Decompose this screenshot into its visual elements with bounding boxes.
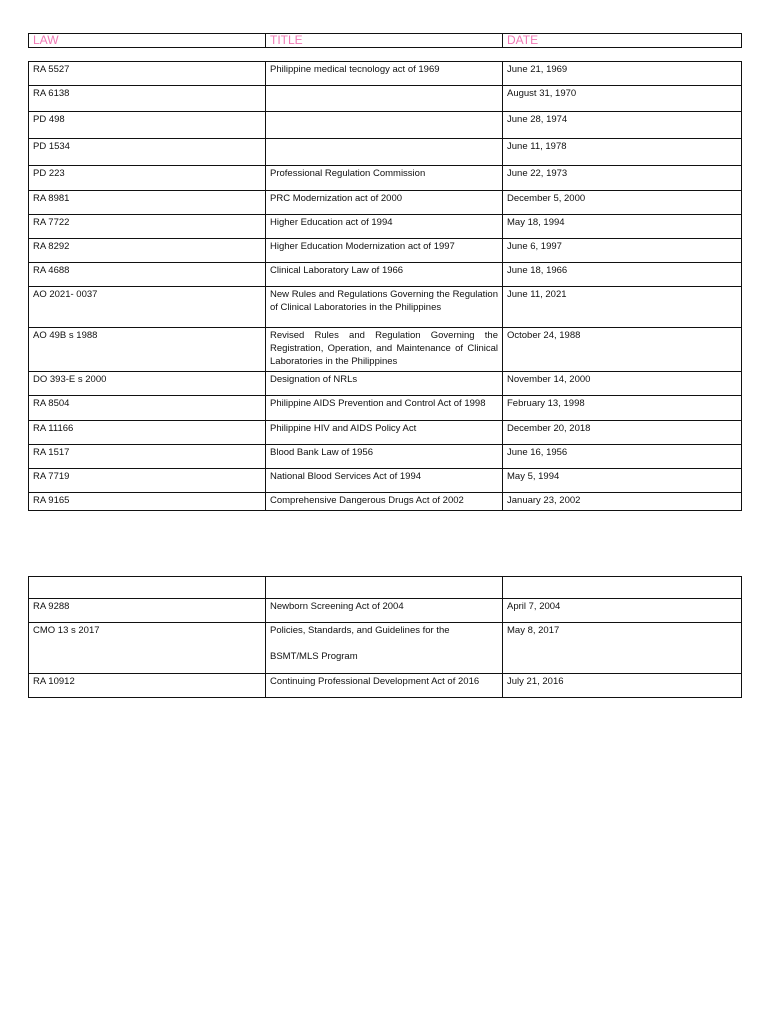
title-cell: Professional Regulation Commission [266, 166, 503, 191]
title-cell: National Blood Services Act of 1994 [266, 469, 503, 493]
laws-table [28, 61, 742, 511]
law-cell: RA 5527 [29, 62, 266, 86]
law-cell: RA 9165 [29, 493, 266, 511]
title-cell: Newborn Screening Act of 2004 [266, 599, 503, 623]
table-row [29, 623, 742, 674]
law-cell: RA 9288 [29, 599, 266, 623]
date-cell: June 11, 1978 [503, 139, 742, 166]
law-cell: CMO 13 s 2017 [29, 623, 266, 674]
title-cell: New Rules and Regulations Governing the Regulation of Clinical Laboratories in the Philippines [266, 287, 503, 328]
table-row [29, 421, 742, 445]
law-cell: PD 223 [29, 166, 266, 191]
table-row [29, 86, 742, 112]
date-cell [503, 577, 742, 599]
header-law: LAW [29, 34, 266, 48]
table-row [29, 62, 742, 86]
date-cell: June 16, 1956 [503, 445, 742, 469]
date-cell: January 23, 2002 [503, 493, 742, 511]
table-row [29, 372, 742, 396]
date-cell: December 20, 2018 [503, 421, 742, 445]
table-row [29, 577, 742, 599]
table-row [29, 287, 742, 328]
date-cell: November 14, 2000 [503, 372, 742, 396]
table-row [29, 191, 742, 215]
title-cell [266, 139, 503, 166]
law-cell: RA 10912 [29, 674, 266, 698]
date-cell: December 5, 2000 [503, 191, 742, 215]
law-cell: RA 7722 [29, 215, 266, 239]
header-row [29, 34, 742, 48]
title-line-2: BSMT/MLS Program [270, 651, 358, 662]
header-title: TITLE [266, 34, 503, 48]
table-row [29, 215, 742, 239]
table-row [29, 239, 742, 263]
law-cell: RA 8292 [29, 239, 266, 263]
law-cell: RA 1517 [29, 445, 266, 469]
law-cell [29, 577, 266, 599]
title-cell: Higher Education act of 1994 [266, 215, 503, 239]
law-cell: RA 8981 [29, 191, 266, 215]
laws-table-2 [28, 576, 742, 698]
title-cell [266, 86, 503, 112]
title-cell [266, 577, 503, 599]
title-cell: Higher Education Modernization act of 1997 [266, 239, 503, 263]
title-cell: Revised Rules and Regulation Governing the Registration, Operation, and Maintenance of Clinical Laboratories in the Philippines [266, 328, 503, 372]
title-cell: Philippine AIDS Prevention and Control Act of 1998 [266, 396, 503, 421]
date-cell: May 18, 1994 [503, 215, 742, 239]
law-cell: AO 49B s 1988 [29, 328, 266, 372]
law-cell: PD 1534 [29, 139, 266, 166]
table-row [29, 396, 742, 421]
date-cell: August 31, 1970 [503, 86, 742, 112]
table-row [29, 599, 742, 623]
table-row [29, 112, 742, 139]
header-table [28, 33, 742, 48]
table-row [29, 166, 742, 191]
law-cell: AO 2021- 0037 [29, 287, 266, 328]
date-cell: May 8, 2017 [503, 623, 742, 674]
date-cell: February 13, 1998 [503, 396, 742, 421]
title-cell: Clinical Laboratory Law of 1966 [266, 263, 503, 287]
title-cell: Philippine medical tecnology act of 1969 [266, 62, 503, 86]
date-cell: June 28, 1974 [503, 112, 742, 139]
law-cell: RA 6138 [29, 86, 266, 112]
title-cell: Blood Bank Law of 1956 [266, 445, 503, 469]
law-cell: RA 7719 [29, 469, 266, 493]
header-date: DATE [503, 34, 742, 48]
title-cell: Continuing Professional Development Act of 2016 [266, 674, 503, 698]
title-cell: Philippine HIV and AIDS Policy Act [266, 421, 503, 445]
date-cell: June 11, 2021 [503, 287, 742, 328]
law-cell: DO 393-E s 2000 [29, 372, 266, 396]
title-cell [266, 623, 503, 674]
law-cell: RA 8504 [29, 396, 266, 421]
table-row [29, 493, 742, 511]
law-cell: PD 498 [29, 112, 266, 139]
table-row [29, 469, 742, 493]
table-row [29, 328, 742, 372]
date-cell: April 7, 2004 [503, 599, 742, 623]
date-cell: July 21, 2016 [503, 674, 742, 698]
law-cell: RA 4688 [29, 263, 266, 287]
title-line-1: Policies, Standards, and Guidelines for the [270, 625, 450, 636]
title-cell [266, 112, 503, 139]
date-cell: June 6, 1997 [503, 239, 742, 263]
table-row [29, 674, 742, 698]
title-cell: PRC Modernization act of 2000 [266, 191, 503, 215]
law-cell: RA 11166 [29, 421, 266, 445]
title-cell: Designation of NRLs [266, 372, 503, 396]
date-cell: October 24, 1988 [503, 328, 742, 372]
table-row [29, 139, 742, 166]
date-cell: June 18, 1966 [503, 263, 742, 287]
table-row [29, 263, 742, 287]
date-cell: June 21, 1969 [503, 62, 742, 86]
date-cell: June 22, 1973 [503, 166, 742, 191]
title-cell: Comprehensive Dangerous Drugs Act of 2002 [266, 493, 503, 511]
date-cell: May 5, 1994 [503, 469, 742, 493]
table-row [29, 445, 742, 469]
